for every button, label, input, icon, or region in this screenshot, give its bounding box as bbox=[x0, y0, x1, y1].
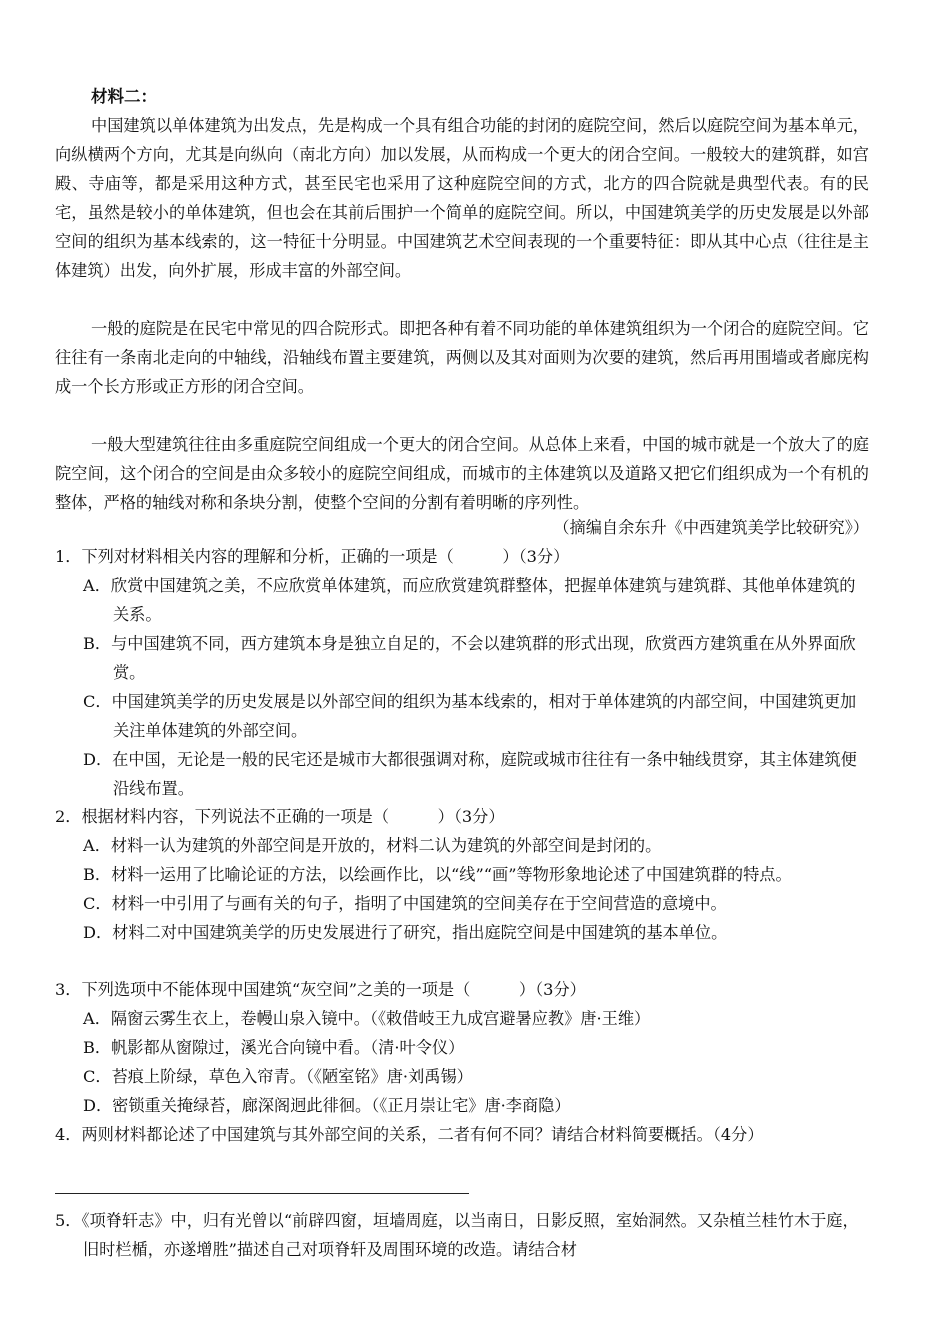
question-stem: 2．根据材料内容，下列说法不正确的一项是（ ）（3分） bbox=[55, 807, 505, 826]
option-d: D．材料二对中国建筑美学的历史发展进行了研究，指出庭院空间是中国建筑的基本单位。 bbox=[83, 923, 728, 942]
source-citation: （摘编自余东升《中西建筑美学比较研究》） bbox=[553, 518, 869, 537]
option-c: C．材料一中引用了与画有关的句子，指明了中国建筑的空间美存在于空间营造的意境中。 bbox=[83, 894, 727, 913]
option-c: C．苔痕上阶绿，草色入帘青。（《陋室铭》唐·刘禹锡） bbox=[83, 1067, 473, 1086]
option-c: C．中国建筑美学的历史发展是以外部空间的组织为基本线索的，相对于单体建筑的内部空间，中国建筑更加关注单体建筑的外部空间。 bbox=[83, 692, 857, 740]
option-b: B．帆影都从窗隙过，溪光合向镜中看。（清·叶令仪） bbox=[83, 1038, 465, 1057]
question-2 bbox=[55, 802, 869, 947]
question-stem: 4．两则材料都论述了中国建筑与其外部空间的关系，二者有何不同？请结合材料简要概括。（4分） bbox=[55, 1125, 764, 1144]
option-d: D．密锁重关掩绿苔，廊深阁迥此徘徊。（《正月崇让宅》唐·李商隐） bbox=[83, 1096, 571, 1115]
question-stem: 3．下列选项中不能体现中国建筑“灰空间”之美的一项是（ ）（3分） bbox=[55, 980, 586, 999]
question-4 bbox=[55, 1120, 869, 1149]
option-b: B．与中国建筑不同，西方建筑本身是独立自足的，不会以建筑群的形式出现，欣赏西方建筑重在从外界面欣赏。 bbox=[83, 634, 856, 682]
paragraph-3: 一般大型建筑往往由多重庭院空间组成一个更大的闭合空间。从总体上来看，中国的城市就是一个放大了的庭院空间，这个闭合的空间是由众多较小的庭院空间组成，而城市的主体建筑以及道路又把它们组织成为一个有机的整体，严格的轴线对称和条块分割，使整个空间的分割有着明晰的序列性。 bbox=[55, 435, 869, 512]
question-1 bbox=[55, 542, 869, 803]
option-a: A．隔窗云雾生衣上，卷幔山泉入镜中。（《敕借岐王九成宫避暑应教》唐·王维） bbox=[83, 1009, 651, 1028]
question-5 bbox=[55, 1206, 869, 1264]
paragraph-1: 中国建筑以单体建筑为出发点，先是构成一个具有组合功能的封闭的庭院空间，然后以庭院空间为基本单元，向纵横两个方向，尤其是向纵向（南北方向）加以发展，从而构成一个更大的闭合空间。一般较大的建筑群，如宫殿、寺庙等，都是采用这种方式，甚至民宅也采用了这种庭院空间的方式，北方的四合院就是典型代表。有的民宅，虽然是较小的单体建筑，但也会在其前后围护一个简单的庭院空间。所以，中国建筑美学的历史发展是以外部空间的组织为基本线索的，这一特征十分明显。中国建筑艺术空间表现的一个重要特征：即从其中心点（往往是主体建筑）出发，向外扩展，形成丰富的外部空间。 bbox=[55, 116, 869, 280]
option-a: A．欣赏中国建筑之美，不应欣赏单体建筑，而应欣赏建筑群整体，把握单体建筑与建筑群、其他单体建筑的关系。 bbox=[83, 576, 856, 624]
option-b: B．材料一运用了比喻论证的方法，以绘画作比，以“线”“画”等物形象地论述了中国建筑群的特点。 bbox=[83, 865, 792, 884]
question-stem: 5．《项脊轩志》中，归有光曾以“前辟四窗，垣墙周庭，以当南日，日影反照，室始洞然。又杂植兰桂竹木于庭，旧时栏楯，亦遂增胜”描述自己对项脊轩及周围环境的改造。请结合材 bbox=[55, 1211, 859, 1259]
material-heading: 材料二： bbox=[91, 87, 157, 106]
option-d: D．在中国，无论是一般的民宅还是城市大都很强调对称，庭院或城市往往有一条中轴线贯穿，其主体建筑便沿线布置。 bbox=[83, 750, 857, 798]
question-3 bbox=[55, 975, 869, 1120]
divider-line bbox=[55, 1193, 469, 1194]
question-stem: 1．下列对材料相关内容的理解和分析，正确的一项是（ ）（3分） bbox=[55, 547, 570, 566]
option-a: A．材料一认为建筑的外部空间是开放的，材料二认为建筑的外部空间是封闭的。 bbox=[83, 836, 662, 855]
paragraph-2: 一般的庭院是在民宅中常见的四合院形式。即把各种有着不同功能的单体建筑组织为一个闭合的庭院空间。它往往有一条南北走向的中轴线，沿轴线布置主要建筑，两侧以及其对面则为次要的建筑，然后再用围墙或者廊庑构成一个长方形或正方形的闭合空间。 bbox=[55, 319, 869, 396]
